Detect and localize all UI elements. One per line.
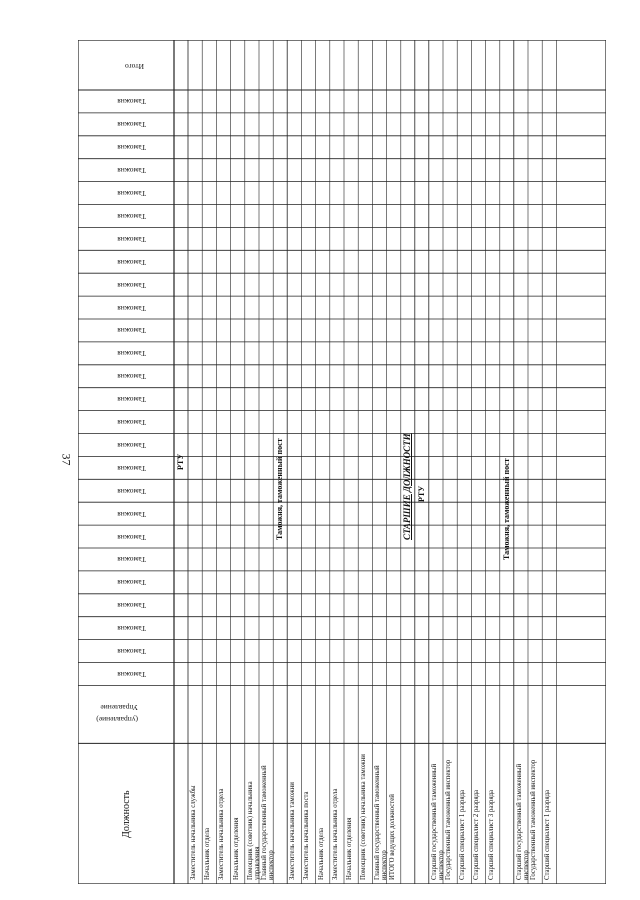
column-header-customs: Таможня (117, 418, 146, 428)
row-position-name: Старший специалист 1 разряда (459, 789, 467, 880)
column-header-customs: Таможня (117, 440, 146, 450)
row-position-name: Заместитель начальника поста (303, 791, 311, 880)
column-header-customs: Таможня (117, 601, 146, 611)
column-header-customs: Таможня (117, 189, 146, 199)
column-header-customs: Таможня (117, 97, 146, 107)
section-label: Таможня, таможенный пост (501, 458, 511, 560)
row-position-name: Заместитель начальника отдела (218, 788, 226, 880)
column-header-customs: Таможня (117, 486, 146, 496)
column-header-customs: Таможня (117, 143, 146, 153)
column-header-customs: Таможня (117, 669, 146, 679)
row-position-name: Старший государственный таможенный инспектор (430, 763, 445, 880)
page-number: 37 (59, 453, 74, 466)
column-header-customs: Таможня (117, 647, 146, 657)
row-position-name: Помощник (советник) начальника таможни (360, 754, 368, 880)
column-header-customs: Таможня (117, 463, 146, 473)
column-header-customs: Таможня (117, 372, 146, 382)
column-header-customs: Таможня (117, 303, 146, 313)
row-position-name: Государственный таможенный инспектор (530, 759, 537, 880)
section-label: Таможня, таможенный пост (275, 438, 285, 540)
row-position-name: Заместитель начальника отдела (331, 788, 339, 880)
row-position-name: Старший государственный таможенный инспектор (515, 763, 530, 880)
row-position-name: Государственный таможенный инспектор (445, 759, 452, 880)
row-position-name: Начальник отдела (204, 828, 212, 880)
column-header-customs: Таможня (117, 166, 146, 176)
row-position-name: Главный государственный таможенный инспектор (261, 765, 275, 880)
column-header-customs: Таможня (117, 211, 146, 221)
column-header-customs: Таможня (117, 280, 146, 290)
column-header-customs: Таможня (117, 349, 146, 359)
row-position-name: Заместитель начальника службы (190, 785, 197, 880)
row-position-name: Старший специалист 3 разряда (487, 789, 495, 880)
column-header-total: Итого (125, 62, 144, 71)
row-position-name: Заместитель начальника таможни (289, 782, 297, 880)
staffing-table (78, 40, 606, 884)
column-header-customs: Таможня (117, 326, 146, 336)
column-header-office: Управление (100, 703, 138, 713)
column-header-position: Должность (121, 790, 132, 838)
column-header-customs: Таможня (117, 578, 146, 588)
column-header-office-sub: (управление) (96, 715, 138, 725)
column-header-customs: Таможня (117, 120, 146, 130)
column-header-customs: Таможня (117, 555, 146, 565)
row-position-name: Начальник отдела (317, 828, 325, 880)
column-header-customs: Таможня (117, 257, 146, 267)
column-header-customs: Таможня (117, 234, 146, 244)
row-position-name: Главный государственный таможенный инспектор (374, 765, 389, 880)
row-position-name: ИТОГО ведущих должностей (388, 794, 396, 880)
row-position-name: Начальник отделения (346, 817, 353, 880)
section-sublabel: РТУ (416, 485, 426, 502)
row-position-name: Начальник отделения (232, 817, 240, 880)
row-position-name: Старший специалист 2 разряда (473, 789, 481, 880)
column-header-customs: Таможня (117, 509, 146, 519)
section-label: РТУ (176, 453, 185, 470)
column-header-customs: Таможня (117, 624, 146, 634)
row-position-name: Старший специалист 1 разряда (544, 789, 552, 880)
column-header-customs: Таможня (117, 532, 146, 542)
row-position-name: Помощник (советник) начальника управления (246, 781, 261, 880)
column-header-customs: Таможня (117, 395, 146, 405)
section-label: СТАРШИЕ ДОЛЖНОСТИ (401, 433, 412, 540)
